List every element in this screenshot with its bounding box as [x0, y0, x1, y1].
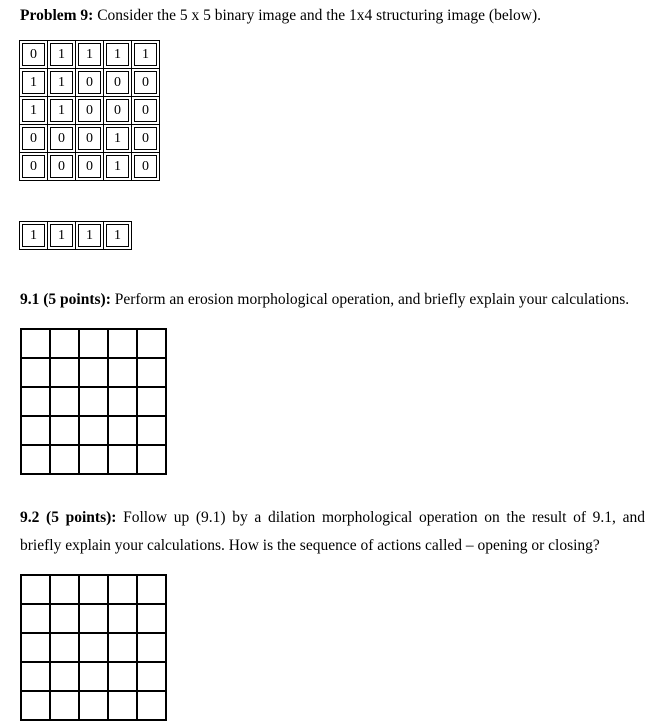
- answer-cell[interactable]: [108, 329, 137, 358]
- answer-cell[interactable]: [21, 662, 50, 691]
- answer-cell[interactable]: [108, 445, 137, 474]
- answer-cell[interactable]: [50, 633, 79, 662]
- binary-image-cell: 0: [20, 125, 48, 153]
- binary-image-cell: 0: [76, 153, 104, 181]
- answer-cell[interactable]: [108, 604, 137, 633]
- answer-cell[interactable]: [108, 691, 137, 720]
- answer-cell[interactable]: [137, 691, 166, 720]
- binary-image-cell: 1: [104, 41, 132, 69]
- answer-row: [21, 358, 166, 387]
- answer-cell[interactable]: [79, 358, 108, 387]
- answer-cell[interactable]: [137, 445, 166, 474]
- binary-image-cell: 1: [20, 69, 48, 97]
- answer-row: [21, 575, 166, 604]
- binary-image-table: [19, 40, 160, 181]
- answer-cell[interactable]: [108, 662, 137, 691]
- binary-image-cell: 0: [104, 97, 132, 125]
- erosion-answer-grid[interactable]: [20, 328, 167, 475]
- answer-cell[interactable]: [21, 445, 50, 474]
- binary-image-cell: 1: [76, 41, 104, 69]
- binary-image-cell: 0: [20, 153, 48, 181]
- answer-cell[interactable]: [79, 445, 108, 474]
- structuring-element-table: [19, 221, 132, 250]
- binary-image-cell: 1: [48, 97, 76, 125]
- answer-cell[interactable]: [21, 691, 50, 720]
- question-9-2-text: Follow up (9.1) by a dilation morphological operation on the result of 9.1, and briefly explain your calculations. How is the sequence of actions called – opening or closing?: [20, 509, 645, 554]
- binary-image-row: [20, 41, 160, 69]
- binary-image-cell: 0: [132, 97, 160, 125]
- binary-image-row: [20, 125, 160, 153]
- answer-cell[interactable]: [108, 633, 137, 662]
- binary-image-cell: 0: [76, 97, 104, 125]
- answer-cell[interactable]: [79, 387, 108, 416]
- answer-row: [21, 604, 166, 633]
- answer-cell[interactable]: [137, 358, 166, 387]
- answer-row: [21, 691, 166, 720]
- structuring-element-cell: 1: [104, 222, 132, 250]
- binary-image-cell: 1: [132, 41, 160, 69]
- answer-cell[interactable]: [137, 387, 166, 416]
- answer-cell[interactable]: [50, 662, 79, 691]
- binary-image-cell: 1: [20, 97, 48, 125]
- binary-image-cell: 0: [76, 69, 104, 97]
- answer-cell[interactable]: [21, 604, 50, 633]
- structuring-element-row: [20, 222, 132, 250]
- structuring-element-cell: 1: [20, 222, 48, 250]
- answer-cell[interactable]: [21, 358, 50, 387]
- answer-row: [21, 416, 166, 445]
- answer-cell[interactable]: [79, 691, 108, 720]
- question-9-1-label: 9.1 (5 points):: [20, 291, 111, 308]
- answer-cell[interactable]: [108, 575, 137, 604]
- answer-cell[interactable]: [79, 416, 108, 445]
- question-9-1-text: Perform an erosion morphological operation, and briefly explain your calculations.: [110, 291, 630, 308]
- answer-cell[interactable]: [79, 329, 108, 358]
- answer-cell[interactable]: [50, 691, 79, 720]
- answer-cell[interactable]: [108, 358, 137, 387]
- answer-row: [21, 329, 166, 358]
- answer-cell[interactable]: [137, 416, 166, 445]
- binary-image-cell: 1: [104, 125, 132, 153]
- binary-image-row: [20, 153, 160, 181]
- binary-image-cell: 0: [132, 153, 160, 181]
- binary-image-cell: 0: [132, 69, 160, 97]
- answer-cell[interactable]: [79, 662, 108, 691]
- answer-cell[interactable]: [137, 662, 166, 691]
- binary-image-row: [20, 69, 160, 97]
- answer-row: [21, 387, 166, 416]
- answer-cell[interactable]: [79, 604, 108, 633]
- answer-cell[interactable]: [137, 604, 166, 633]
- binary-image-cell: 0: [76, 125, 104, 153]
- answer-cell[interactable]: [50, 575, 79, 604]
- answer-cell[interactable]: [21, 416, 50, 445]
- answer-cell[interactable]: [79, 633, 108, 662]
- answer-cell[interactable]: [137, 329, 166, 358]
- answer-row: [21, 445, 166, 474]
- structuring-element-cell: 1: [48, 222, 76, 250]
- answer-cell[interactable]: [50, 387, 79, 416]
- question-9-1: [20, 286, 650, 314]
- problem-label: Problem 9:: [20, 7, 94, 24]
- binary-image-cell: 1: [48, 41, 76, 69]
- problem-statement: [20, 2, 650, 30]
- answer-cell[interactable]: [137, 633, 166, 662]
- binary-image-cell: 1: [104, 153, 132, 181]
- answer-row: [21, 662, 166, 691]
- answer-cell[interactable]: [50, 604, 79, 633]
- answer-cell[interactable]: [50, 445, 79, 474]
- answer-cell[interactable]: [108, 387, 137, 416]
- answer-cell[interactable]: [50, 329, 79, 358]
- binary-image-cell: 0: [132, 125, 160, 153]
- answer-cell[interactable]: [108, 416, 137, 445]
- answer-cell[interactable]: [21, 633, 50, 662]
- answer-cell[interactable]: [50, 358, 79, 387]
- answer-cell[interactable]: [79, 575, 108, 604]
- answer-cell[interactable]: [50, 416, 79, 445]
- answer-row: [21, 633, 166, 662]
- question-9-2-label: 9.2 (5 points):: [20, 509, 117, 526]
- binary-image-cell: 0: [20, 41, 48, 69]
- binary-image-cell: 1: [48, 69, 76, 97]
- answer-cell[interactable]: [21, 387, 50, 416]
- binary-image-cell: 0: [48, 153, 76, 181]
- binary-image-cell: 0: [104, 69, 132, 97]
- answer-cell[interactable]: [21, 575, 50, 604]
- dilation-answer-grid[interactable]: [20, 574, 167, 721]
- problem-text: Consider the 5 x 5 binary image and the 1x4 structuring image (below).: [93, 7, 541, 24]
- binary-image-row: [20, 97, 160, 125]
- binary-image-cell: 0: [48, 125, 76, 153]
- answer-cell[interactable]: [21, 329, 50, 358]
- structuring-element-cell: 1: [76, 222, 104, 250]
- question-9-2: [20, 504, 645, 560]
- answer-cell[interactable]: [137, 575, 166, 604]
